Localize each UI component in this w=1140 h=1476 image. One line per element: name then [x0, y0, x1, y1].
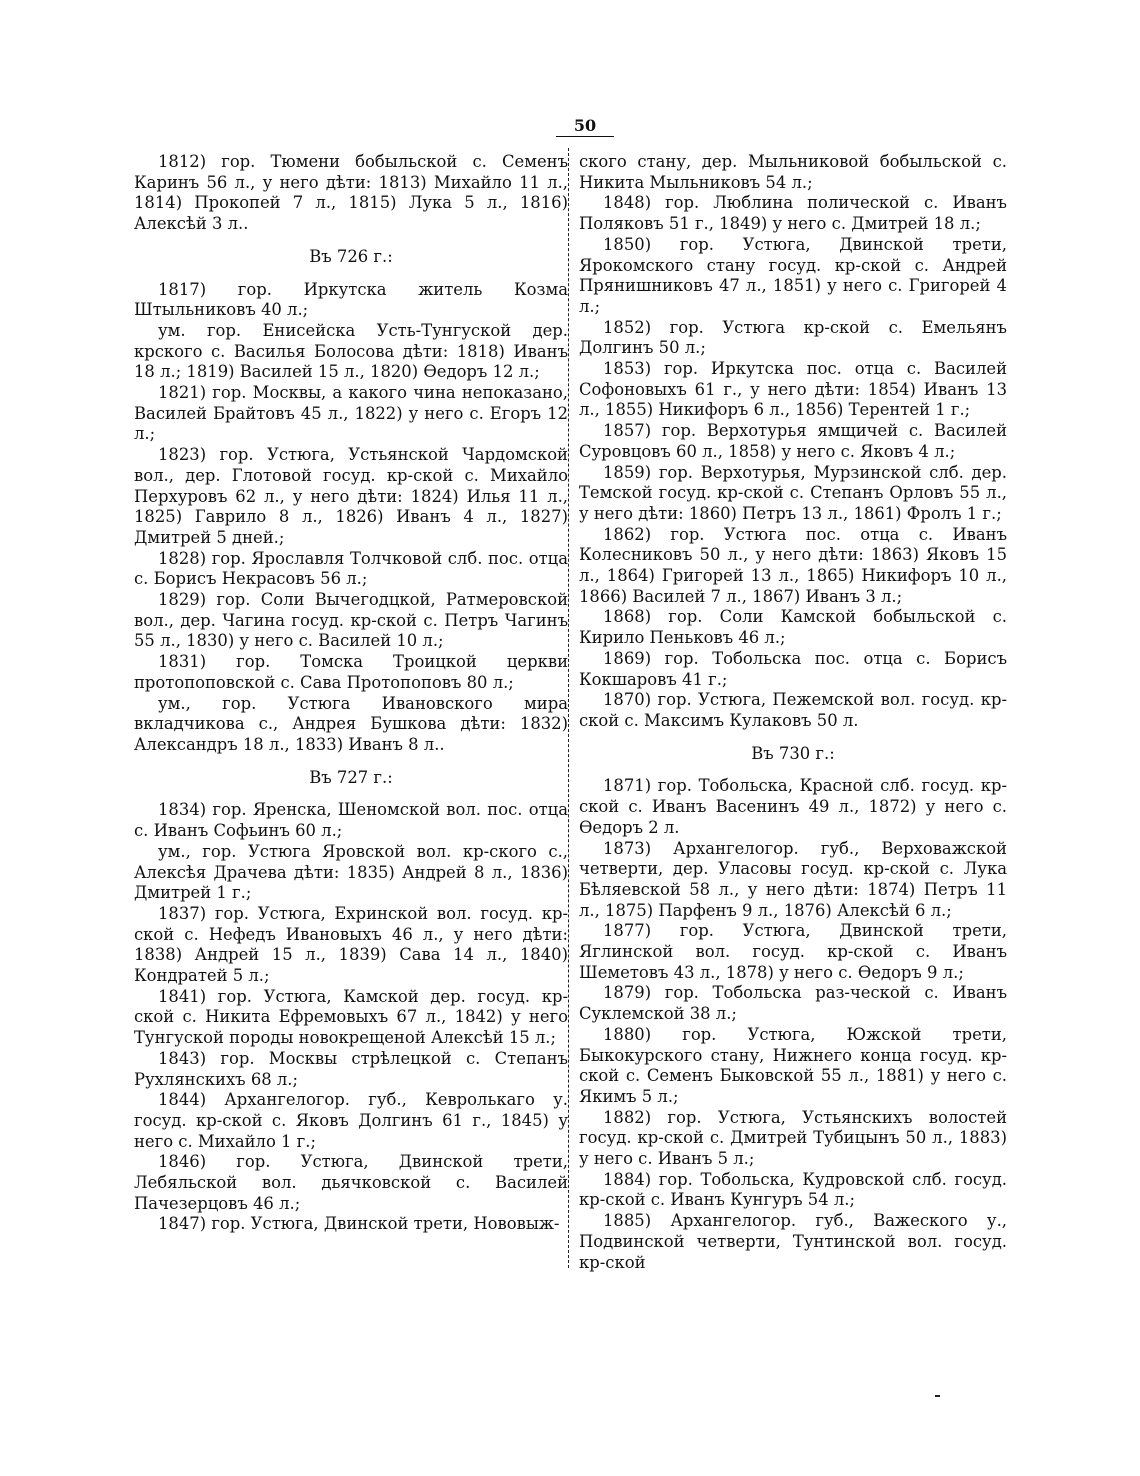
entry-paragraph: 1812) гор. Тюмени бобыльской с. Семенъ Каринъ 56 л., у него дѣти: 1813) Михайло 11 л., 1814) Прокопей 7 л., 1815) Лука 5 л., 1816) Алексѣй 3 л..	[134, 152, 568, 234]
entry-paragraph: 1882) гор. Устюга, Устьянскихъ волостей госуд. кр-ской с. Дмитрей Тубицынъ 50 л., 1883) у него с. Иванъ 5 л.;	[579, 1107, 1007, 1169]
entry-paragraph: 1850) гор. Устюга, Двинской трети, Ярокомского стану госуд. кр-ской с. Андрей Прянишниковъ 47 л., 1851) у него с. Григорей 4 л.;	[579, 234, 1007, 316]
right-column	[579, 152, 1007, 1273]
entry-paragraph: 1846) гор. Устюга, Двинской трети, Лебяльской вол. дьячковской с. Василей Пачезерцовъ 46 л.;	[134, 1152, 568, 1213]
entry-paragraph: 1821) гор. Москвы, а какого чина непоказано, Василей Брайтовъ 45 л., 1822) у него с. Егоръ 12 л.;	[134, 383, 568, 444]
entry-paragraph: 1843) гор. Москвы стрѣлецкой с. Степанъ Рухлянскихъ 68 л.;	[134, 1048, 568, 1089]
ink-mark	[935, 1395, 940, 1397]
year-heading: Въ 726 г.:	[309, 246, 393, 266]
entry-paragraph: ского стану, дер. Мыльниковой бобыльской с. Никита Мыльниковъ 54 л.;	[579, 152, 1007, 192]
entry-paragraph: 1837) гор. Устюга, Ехринской вол. госуд. кр-ской с. Нефедъ Ивановыхъ 46 л., у него дѣти: 1838) Андрей 15 л., 1839) Сава 14 л., 1840) Кондратей 5 л.;	[134, 903, 568, 986]
entry-paragraph: 1869) гор. Тобольска пос. отца с. Борисъ Кокшаровъ 41 г.;	[579, 648, 1007, 689]
entry-paragraph: ум., гор. Устюга Ивановского мира вкладчикова с., Андрея Бушкова дѣти: 1832) Александръ 18 л., 1833) Иванъ 8 л..	[134, 693, 568, 754]
page-number: 50	[556, 116, 614, 137]
entry-paragraph: 1870) гор. Устюга, Пежемской вол. госуд. кр-ской с. Максимъ Кулаковъ 50 л.	[579, 690, 1007, 730]
year-heading: Въ 730 г.:	[751, 743, 835, 763]
entry-paragraph: 1862) гор. Устюга пос. отца с. Иванъ Колесниковъ 50 л., у него дѣти: 1863) Яковъ 15 л., 1864) Григорей 13 л., 1865) Никифоръ 10 л., 1866) Василей 7 л., 1867) Иванъ 3 л.;	[579, 524, 1007, 606]
entry-paragraph: 1857) гор. Верхотурья ямщичей с. Василей Суровцовъ 60 л., 1858) у него с. Яковъ 4 л.;	[579, 421, 1007, 461]
entry-paragraph: 1885) Архангелогор. губ., Важеского у., Подвинской четверти, Тунтинской вол. госуд. кр-ской	[579, 1211, 1007, 1272]
entry-paragraph: 1880) гор. Устюга, Южской трети, Быкокурского стану, Нижнего конца госуд. кр-ской с. Семенъ Быковской 55 л., 1881) у него с. Якимъ 5 л.;	[579, 1024, 1007, 1106]
entry-paragraph: 1831) гор. Томска Троицкой церкви протопоповской с. Сава Протопоповъ 80 л.;	[134, 652, 568, 692]
entry-paragraph: 1828) гор. Ярославля Толчковой слб. пос. отца с. Борисъ Некрасовъ 56 л.;	[134, 548, 568, 589]
entry-paragraph: 1859) гор. Верхотурья, Мурзинской слб. дер. Темской госуд. кр-ской с. Степанъ Орловъ 55 л., у него дѣти: 1860) Петръ 13 л., 1861) Фролъ 1 г.;	[579, 462, 1007, 523]
entry-paragraph: 1817) гор. Иркутска житель Козма Штыльниковъ 40 л.;	[134, 279, 568, 320]
entry-paragraph: ум., гор. Устюга Яровской вол. кр-ского с., Алексѣя Драчева дѣти: 1835) Андрей 8 л., 1836) Дмитрей 1 г.;	[134, 841, 568, 903]
entry-paragraph: 1879) гор. Тобольска раз-ческой с. Иванъ Суклемской 38 л.;	[579, 983, 1007, 1024]
column-divider	[568, 148, 569, 1268]
entry-paragraph: 1873) Архангелогор. губ., Верховажской четверти, дер. Уласовы госуд. кр-ской с. Лука Бѣляевской 58 л., у него дѣти: 1874) Петръ 11 л., 1875) Парфенъ 9 л., 1876) Алексѣй 6 л.;	[579, 838, 1007, 920]
entry-paragraph: 1853) гор. Иркутска пос. отца с. Василей Софоновыхъ 61 г., у него дѣти: 1854) Иванъ 13 л., 1855) Никифоръ 6 л., 1856) Терентей 1 г.;	[579, 359, 1007, 420]
entry-paragraph: 1871) гор. Тобольска, Красной слб. госуд. кр-ской с. Иванъ Васенинъ 49 л., 1872) у него с. Ѳедоръ 2 л.	[579, 776, 1007, 837]
entry-paragraph: 1868) гор. Соли Камской бобыльской с. Кирило Пеньковъ 46 л.;	[579, 607, 1007, 648]
entry-paragraph: 1823) гор. Устюга, Устьянской Чардомской вол., дер. Глотовой госуд. кр-ской с. Михайло Перхуровъ 62 л., у него дѣти: 1824) Илья 11 л., 1825) Гаврило 8 л., 1826) Иванъ 4 л., 1827) Дмитрей 5 дней.;	[134, 445, 568, 547]
entry-paragraph: 1841) гор. Устюга, Камской дер. госуд. кр-ской с. Никита Ефремовыхъ 67 л., 1842) у него Тунгуской породы новокрещеной Алексѣй 15 л.;	[134, 986, 568, 1048]
left-column	[134, 152, 568, 1235]
entry-paragraph: 1834) гор. Яренска, Шеномской вол. пос. отца с. Иванъ Софьинъ 60 л.;	[134, 800, 568, 841]
entry-paragraph: 1884) гор. Тобольска, Кудровской слб. госуд. кр-ской с. Иванъ Кунгуръ 54 л.;	[579, 1169, 1007, 1210]
entry-paragraph: 1848) гор. Люблина полической с. Иванъ Поляковъ 51 г., 1849) у него с. Дмитрей 18 л.;	[579, 193, 1007, 234]
entry-paragraph: ум. гор. Енисейска Усть-Тунгуской дер. крского с. Василья Болосова дѣти: 1818) Иванъ 18 л.; 1819) Василей 15 л., 1820) Ѳедоръ 12 л.;	[134, 320, 568, 382]
entry-paragraph: 1829) гор. Соли Вычегодцкой, Ратмеровской вол., дер. Чагина госуд. кр-ской с. Петръ Чагинъ 55 л., 1830) у него с. Василей 10 л.;	[134, 590, 568, 651]
entry-paragraph: 1844) Архангелогор. губ., Кевролькаго у. госуд. кр-ской с. Яковъ Долгинъ 61 г., 1845) у него с. Михайло 1 г.;	[134, 1090, 568, 1151]
year-heading: Въ 727 г.:	[309, 767, 393, 787]
entry-paragraph: 1877) гор. Устюга, Двинской трети, Яглинской вол. госуд. кр-ской с. Иванъ Шеметовъ 43 л., 1878) у него с. Ѳедоръ 9 л.;	[579, 921, 1007, 982]
entry-paragraph: 1852) гор. Устюга кр-ской с. Емельянъ Долгинъ 50 л.;	[579, 317, 1007, 358]
entry-paragraph: 1847) гор. Устюга, Двинской трети, Нововыж-	[158, 1214, 560, 1234]
